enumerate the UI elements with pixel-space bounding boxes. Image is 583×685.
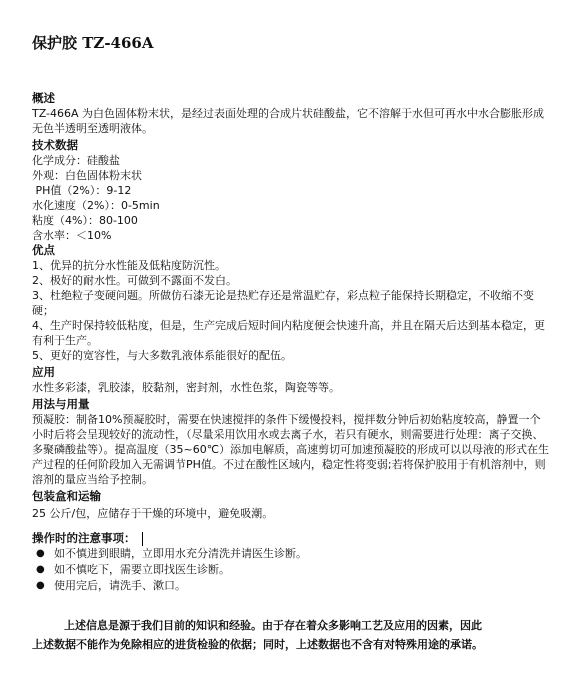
- packaging-text: 25 公斤/包，应储存于干燥的环境中，避免吸潮。: [32, 507, 274, 520]
- packaging-heading: 包装盒和运输: [32, 489, 101, 503]
- bullet-icon: ●: [36, 580, 45, 591]
- tech-item: 外观：白色固体粉末状: [32, 169, 142, 182]
- precautions-heading-text: 操作时的注意事项：: [32, 531, 136, 545]
- disclaimer: [32, 616, 551, 654]
- tech-item: 粘度（4%）：80-100: [32, 214, 138, 227]
- advantage-item: 3、杜绝粒子变硬问题。所做仿石漆无论是热贮存还是常温贮存，彩点粒子能保持长期稳定，不收缩不变硬；: [32, 289, 534, 317]
- advantages-section: [32, 243, 551, 363]
- text-cursor: [142, 532, 143, 546]
- tech-item: PH值（2%）：9-12: [32, 184, 132, 197]
- overview-text: TZ-466A 为白色固体粉末状，是经过表面处理的合成片状硅酸盐，它不溶解于水但可再水中水合膨胀形成无色半透明至透明液体。: [32, 107, 545, 135]
- precaution-item: [36, 562, 551, 578]
- precaution-item: [36, 546, 551, 562]
- applications-text: 水性多彩漆，乳胶漆，胶黏剂，密封剂，水性色浆，陶瓷等等。: [32, 381, 340, 394]
- advantages-heading: 优点: [32, 243, 55, 257]
- disclaimer-line: 上述信息是源于我们目前的知识和经验。由于存在着众多影响工艺及应用的因素，因此: [64, 619, 482, 632]
- advantage-item: 4、生产时保持较低粘度，但是，生产完成后短时间内粘度便会快速升高，并且在隔天后达到基本稳定，更有利于生产。: [32, 319, 545, 347]
- tech-data-heading: 技术数据: [32, 138, 78, 152]
- applications-heading: 应用: [32, 365, 55, 379]
- document-title: 保护胶 TZ-466A: [32, 34, 154, 52]
- usage-heading: 用法与用量: [32, 397, 90, 411]
- advantage-item: 5、更好的宽容性，与大多数乳液体系能很好的配伍。: [32, 349, 292, 362]
- bullet-icon: ●: [36, 548, 45, 559]
- tech-data-section: [32, 138, 551, 243]
- overview-heading: 概述: [32, 91, 55, 105]
- advantage-item: 2、极好的耐水性。可做到不露面不发白。: [32, 274, 237, 287]
- usage-text: 预凝胶：制备10%预凝胶时，需要在快速搅拌的条件下缓慢投料，搅拌数分钟后初始粘度较高，静置一个小时后将会呈现较好的流动性，（尽量采用饮用水或去离子水，若只有硬水，则需要进行处理：离子交换、多聚磷酸盐等）。提高温度（35~60℃）添加电解质，高速剪切可加速预凝胶的形成可以以母液的形式在生产过程的任何阶段加入无需调节PH值。不过在酸性区域内，稳定性将变弱;若将保护胶用于有机溶剂中，则溶剂的量应当给予控制。: [32, 413, 550, 486]
- precaution-text: 如不慎吃下，需要立即找医生诊断。: [54, 563, 230, 576]
- precaution-item: [36, 578, 551, 594]
- usage-section: [32, 397, 551, 487]
- precautions-section: [32, 531, 551, 594]
- packaging-section: [32, 489, 551, 521]
- precaution-text: 使用完后，请洗手、漱口。: [54, 579, 186, 592]
- tech-item: 含水率：＜10%: [32, 229, 112, 242]
- precautions-heading: [32, 531, 551, 546]
- bullet-icon: ●: [36, 564, 45, 575]
- tech-item: 水化速度（2%）：0-5min: [32, 199, 160, 212]
- precaution-text: 如不慎进到眼睛，立即用水充分清洗并请医生诊断。: [54, 547, 307, 560]
- tech-item: 化学成分：硅酸盐: [32, 154, 120, 167]
- overview-section: [32, 91, 551, 136]
- disclaimer-line: 上述数据不能作为免除相应的进货检验的依据；同时，上述数据也不含有对特殊用途的承诺。: [32, 638, 483, 651]
- advantage-item: 1、优异的抗分水性能及低粘度防沉性。: [32, 259, 226, 272]
- applications-section: [32, 365, 551, 395]
